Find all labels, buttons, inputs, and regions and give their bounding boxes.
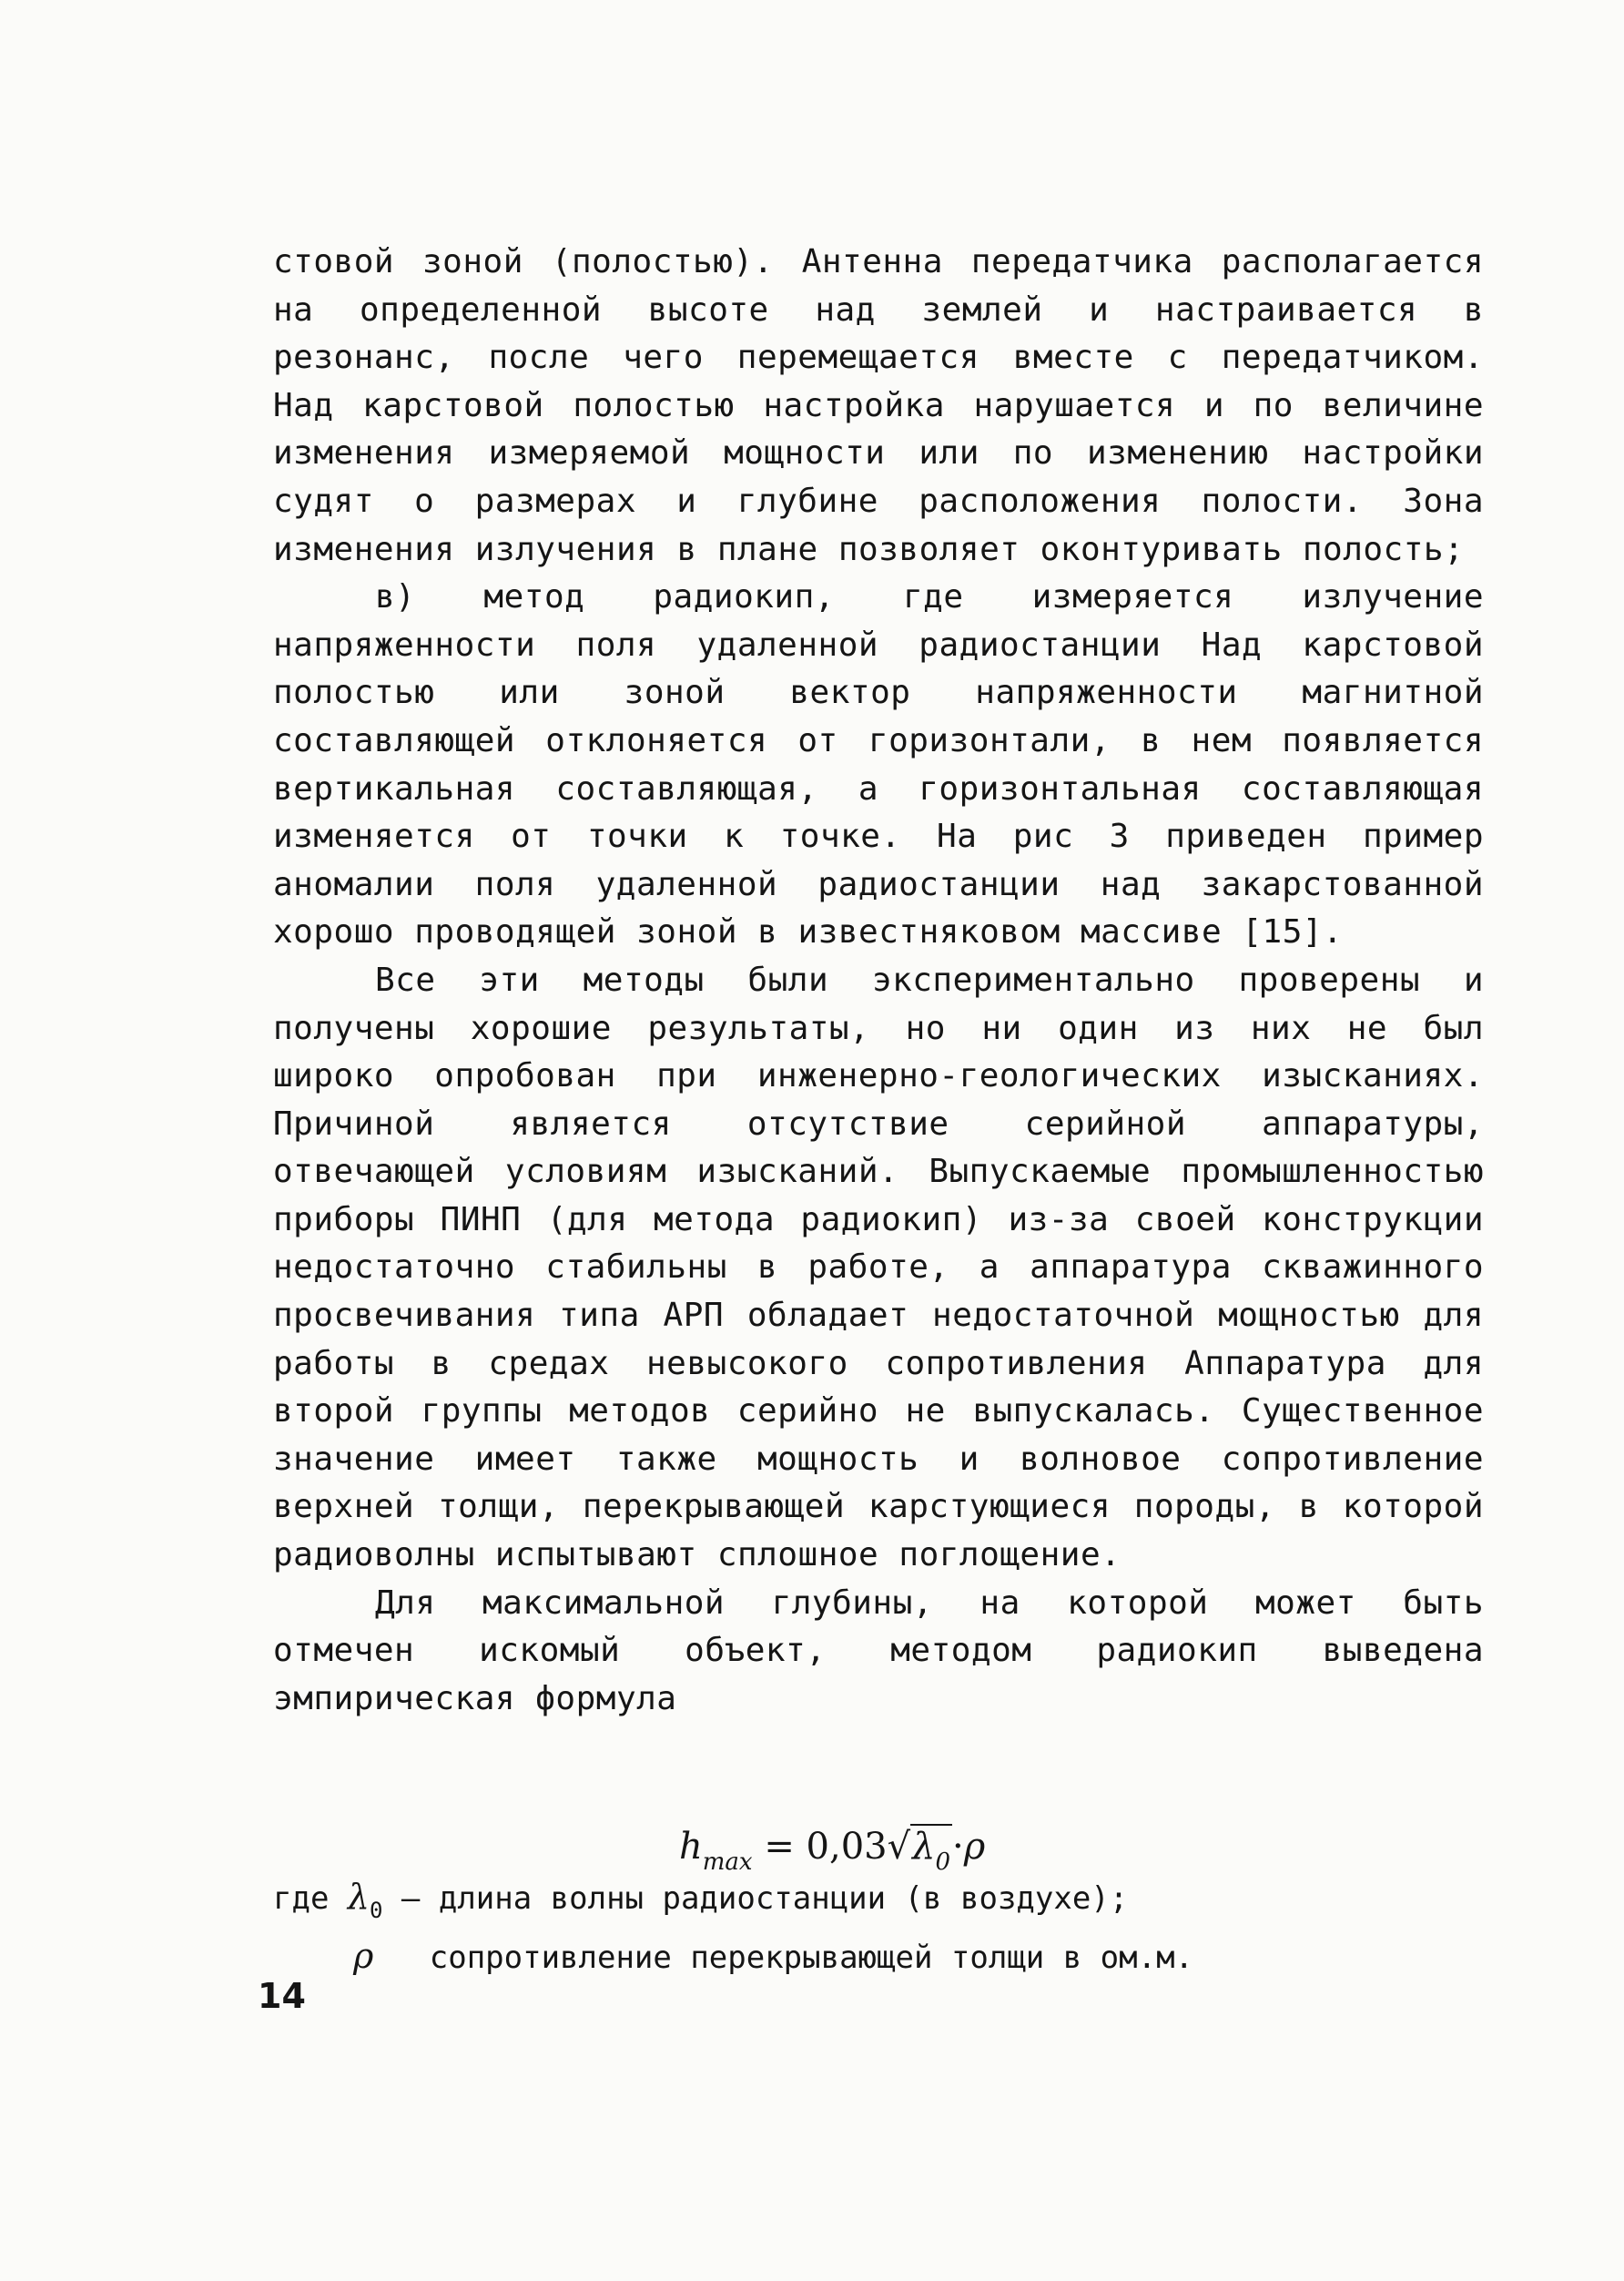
definition-symbol-lambda: λ (347, 1877, 370, 1917)
definition-text-lambda: – длина волны радиостанции (в воздухе); (382, 1880, 1129, 1917)
page-number: 14 (258, 1976, 306, 2016)
definition-rho (273, 1933, 1511, 1981)
paragraph-1: стовой зоной (полостью). Антенна передатчика располагается на определенной высоте над землей и настраивается в резонанс, после чего перемещается вместе с передатчиком. Над карстовой полостью настройка нарушается и по величине изменения измеряемой мощности или по изменению настройки судят о размерах и глубине расположения полости. Зона изменения излучения в плане позволяет оконтуривать полость; (273, 243, 1484, 568)
formula-radicand-subscript: 0 (935, 1848, 951, 1876)
formula-radicand: λ (912, 1826, 936, 1868)
formula-multiply: · (952, 1826, 964, 1868)
paragraph-2: в) метод радиокип, где измеряется излучение напряженности поля удаленной радиостанции Над карстовой полостью или зоной вектор напряженности магнитной составляющей отклоняется от горизонтали, в нем появляется вертикальная составляющая, а горизонтальная составляющая изменяется от точки к точке. На рис 3 приведен пример аномалии поля удаленной радиостанции над закарстованной хорошо проводящей зоной в известняковом массиве [15]. (273, 578, 1484, 952)
formula-rho: ρ (963, 1826, 986, 1868)
definition-symbol-subscript: 0 (369, 1898, 383, 1923)
formula-sqrt: $√\lambda_0$ (887, 1826, 951, 1876)
paragraph-3: Все эти методы были экспериментально проверены и получены хорошие результаты, но ни один из них не был широко опробован при инженерно-геологических изысканиях. Причиной является отсутствие серийной аппаратуры, отвечающей условиям изысканий. Выпускаемые промышленностью приборы ПИНП (для метода радиокип) из-за своей конструкции недостаточно стабильны в работе, а аппаратура скважинного просвечивания типа АРП обладает недостаточной мощностью для работы в средах невысокого сопротивления Аппаратура для второй группы методов серийно не выпускалась. Существенное значение имеет также мощность и волновое сопротивление верхней толщи, перекрывающей карстующиеся породы, в которой радиоволны испытывают сплошное поглощение. (273, 961, 1484, 1574)
definition-prefix: где (273, 1880, 348, 1917)
formula-lhs: h (679, 1826, 703, 1868)
definition-symbol-rho: ρ (353, 1936, 374, 1976)
definition-lambda (273, 1874, 1511, 1933)
formula-coefficient: = 0,03 (764, 1826, 888, 1868)
body-text (273, 239, 1484, 1723)
formula (679, 1826, 985, 1876)
definitions (273, 1874, 1511, 1981)
paragraph-4: Для максимальной глубины, на которой может быть отмечен искомый объект, методом радиокип выведена эмпирическая формула (273, 1583, 1484, 1717)
definition-text-rho: сопротивление перекрывающей толщи в ом.м. (373, 1940, 1194, 1976)
formula-lhs-subscript: max (702, 1848, 753, 1876)
